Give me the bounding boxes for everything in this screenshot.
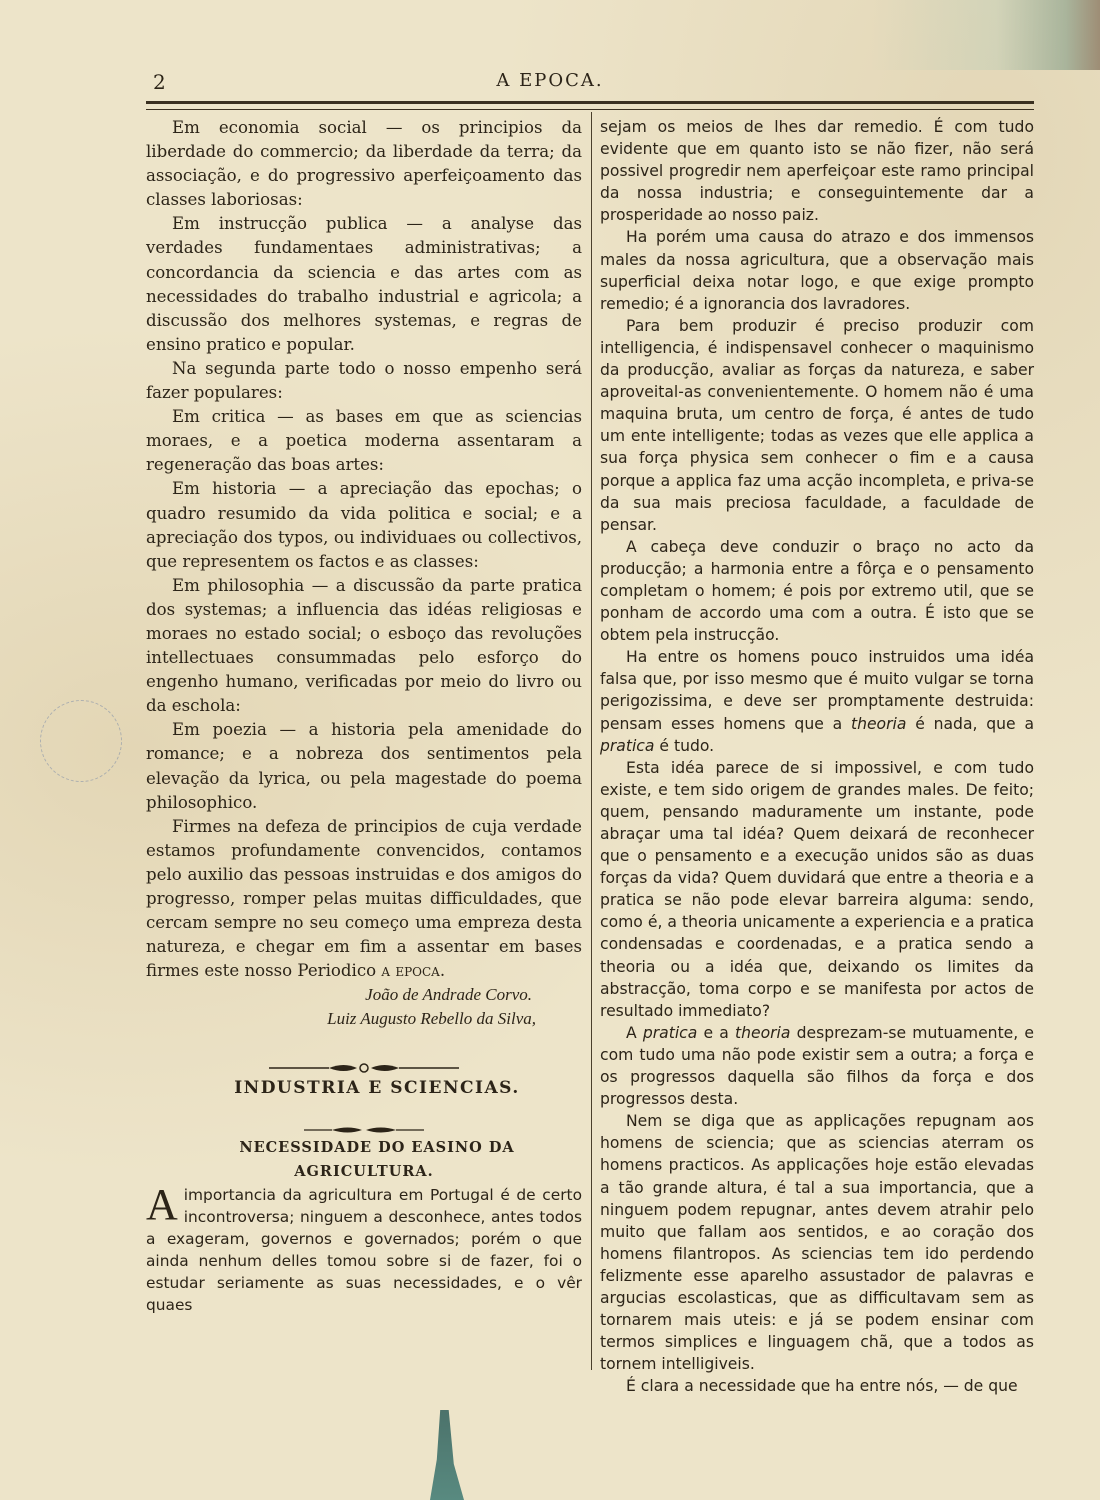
signature-rebello: Luiz Augusto Rebello da Silva, <box>327 1009 536 1029</box>
term-pratica: pratica <box>600 736 655 755</box>
header-rule <box>146 101 1034 110</box>
text-fragment: desprezam-se mutuamente, e com tudo uma não pode existir sem a outra; a força e os progressos daquella são filhos da força e dos progressos desta. <box>600 1023 1034 1109</box>
paragraph-necessidade: É clara a necessidade que ha entre nós, — de que <box>626 1377 1018 1396</box>
paragraph-ignorancia: Ha porém uma causa do atrazo e dos immensos males da nossa agricultura, que a observação mais superficial deixa notar logo, e que exige prompto remedio; é a ignorancia dos lavradores. <box>600 228 1034 313</box>
text-fragment: é tudo. <box>659 736 715 755</box>
left-column <box>146 116 582 1316</box>
text-fragment: Ha entre os homens pouco instruidos uma idéa falsa que, por isso mesmo que é muito vulgar se torna perigozissima, e deve ser promptamente destruida: pensam esses homens que a <box>600 648 1034 733</box>
term-pratica: pratica <box>642 1023 698 1042</box>
periodical-name: a epoca. <box>381 961 446 981</box>
paragraph-segunda-parte: Na segunda parte todo o nosso empenho será fazer populares: <box>146 358 582 403</box>
drop-cap: A <box>146 1179 178 1229</box>
page-number: 2 <box>153 70 166 94</box>
bookmark-ribbon <box>430 1410 464 1500</box>
article-body: importancia da agricultura em Portugal é de certo incontroversa; ninguem a desconhece, antes todos a exageram, governos e governados; porém o que ainda nenhum delles tomou sobre si de fazer, foi o estudar seriamente as suas necessidades, e o vêr quaes <box>146 1185 582 1315</box>
running-title: A EPOCA. <box>496 70 604 91</box>
section-title: INDUSTRIA E SCIENCIAS. <box>234 1077 520 1098</box>
paper-stain <box>870 0 1100 70</box>
paragraph-instruccao: Em instrucção publica — a analyse das verdades fundamentaes administrativas; a concordancia da sciencia e das artes com as necessidades do trabalho industrial e agricola; a discussão dos melhores systemas, e regras de ensino pratico e popular. <box>146 214 582 354</box>
signature-corvo: João de Andrade Corvo. <box>365 985 532 1005</box>
paragraph-critica: Em critica — as bases em que as sciencias moraes, e a poetica moderna assentaram a regeneração das boas artes: <box>146 407 582 475</box>
paragraph-remedio: sejam os meios de lhes dar remedio. É com tudo evidente que em quanto isto se não fizer, não será possivel progredir nem aperfeiçoar este ramo principal da nossa industria; e conseguintemente dar a prosperidade ao nosso paiz. <box>600 118 1034 225</box>
library-stamp-mark <box>40 700 122 782</box>
paragraph-philosophia: Em philosophia — a discussão da parte pratica dos systemas; a influencia das idéas religiosas e moraes no estado social; o esboço das revoluções intellectuaes consummadas pelo esforço do engenho humano, verificadas por meio do livro ou da eschola: <box>146 575 582 716</box>
term-theoria: theoria <box>850 714 907 733</box>
paragraph-impossivel: Esta idéa parece de si impossivel, e com tudo existe, e tem sido origem de grandes males. De feito; quem, pensando maduramente um instante, pode abraçar uma tal idéa? Quem deixará de reconhecer que o pensamento e a execução unidos são as duas forças da vida? Quem duvidará que entre a theoria e a pratica se não pode elevar barreira alguma: sendo, como é, a theoria unicamente a experiencia e a pratica condensadas e coordenadas, e a pratica sendo a theoria ou a idéa que, deixando os limites da abstracção, toma corpo e se manifesta por actos de resultado immediato? <box>600 758 1034 1020</box>
small-ornament-divider <box>304 1124 424 1136</box>
closing-text: Firmes na defeza de principios de cuja verdade estamos profundamente convencidos, contamos pelo auxilio das pessoas instruidas e dos amigos do progresso, romper pelas muitas difficuldades, que cercam sempre no seu começo uma empreza desta natureza, e chegar em fim a assentar em bases firmes este nosso Periodico <box>146 816 582 981</box>
paragraph-desprezam <box>600 1022 1034 1110</box>
paragraph-firmes <box>146 815 582 984</box>
paragraph-historia: Em historia — a apreciação das epochas; o quadro resumido da vida politica e social; e a apreciação dos typos, ou individuaes ou collectivos, que representem os factos e as classes: <box>146 479 582 571</box>
paragraph-cabeca: A cabeça deve conduzir o braço no acto da producção; a harmonia entre a fôrça e o pensamento completam o homem; é pois por extremo util, que se ponham de accordo uma com a outra. É isto que se obtem pela instrucção. <box>600 537 1034 645</box>
ornament-divider <box>269 1060 459 1076</box>
text-fragment: A <box>626 1023 637 1042</box>
paragraph-poezia: Em poezia — a historia pela amenidade do romance; e a nobreza dos sentimentos pela elevação da lyrica, ou pela magestade do poema philosophico. <box>146 720 582 812</box>
paragraph-idea-falsa <box>600 646 1034 756</box>
paragraph-applicacoes: Nem se diga que as applicações repugnam aos homens de sciencia; que as sciencias aterram os homens practicos. As applicações hoje estão elevadas a tão grande altura, é tal a sua importancia, que a ninguem podem repugnar, antes devem atrahir pelo muito que fallam aos sentidos, e ao coração dos homens filantropos. As sciencias tem ido perdendo felizmente esse aparelho assustador de palavras e argucias escolasticas, que as difficultavam sem as tornarem mais uteis: e já se podem ensinar com termos simplices e linguagem chã, que a todos as tornem intelligiveis. <box>600 1112 1034 1374</box>
column-divider <box>591 112 592 1370</box>
paragraph-economia: Em economia social — os principios da liberdade do commercio; da liberdade da terra; da associação, e do progressivo aperfeiçoamento das classes laboriosas: <box>146 118 582 210</box>
article-title: NECESSIDADE DO EASINO DA AGRICULTURA. <box>239 1138 515 1180</box>
term-theoria: theoria <box>735 1023 791 1042</box>
article-opening <box>146 1179 582 1317</box>
text-fragment: e a <box>703 1023 729 1042</box>
paragraph-produzir: Para bem produzir é preciso produzir com intelligencia, é indispensavel conhecer o maquinismo da producção, avaliar as forças da natureza, e saber aproveital-as convenientemente. O homem não é uma maquina bruta, um centro de força, é antes de tudo um ente intelligente; todas as vezes que elle applica a sua força physica sem conhecer o fim e a causa porque a applica faz uma acção incompleta, e priva-se da sua mais preciosa faculdade, a faculdade de pensar. <box>600 316 1034 534</box>
text-fragment: é nada, que a <box>915 714 1034 733</box>
right-column <box>600 116 1034 1397</box>
